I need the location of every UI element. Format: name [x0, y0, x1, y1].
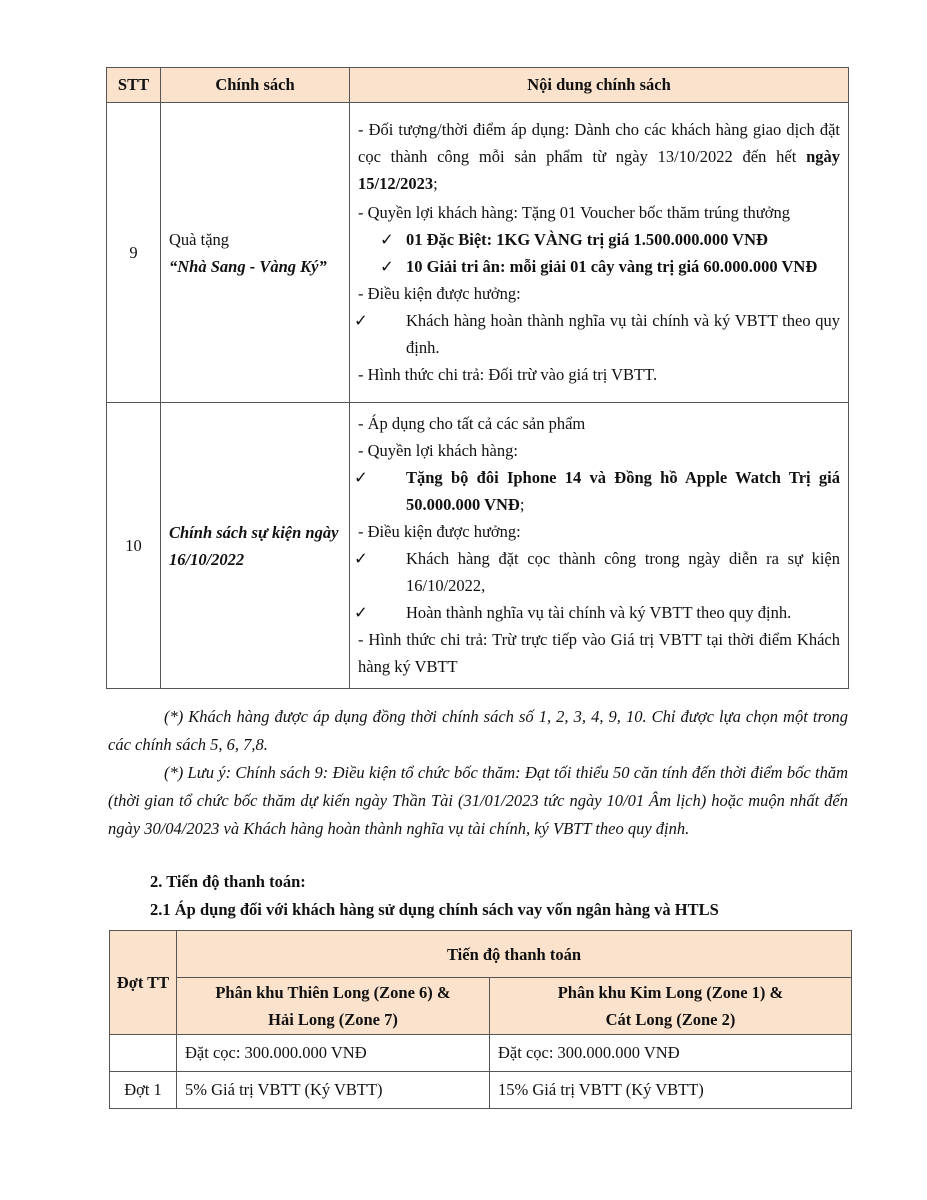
check-icon: ✓: [354, 311, 368, 330]
row10-check2: ✓ Khách hàng đặt cọc thành công trong ngày diễn ra sự kiện 16/10/2022,: [358, 545, 840, 599]
note-2: (*) Lưu ý: Chính sách 9: Điều kiện tổ chức bốc thăm: Đạt tối thiểu 50 căn tính đến thời điểm bốc thăm (thời gian tổ chức bốc thăm dự kiến ngày Thần Tài (31/01/2023 tức ngày 10/01 Âm lịch) hoặc muộn nhất đến ngày 30/04/2023 và Khách hàng hoàn thành nghĩa vụ tài chính, ký VBTT theo quy định.: [108, 763, 848, 838]
payment-header-row-2: [110, 978, 852, 1035]
row9-para4: - Hình thức chi trả: Đối trừ vào giá trị VBTT.: [358, 365, 658, 384]
policy-table: [106, 67, 849, 689]
policy-row-10: [107, 403, 849, 689]
row-zone-a: 5% Giá trị VBTT (Ký VBTT): [177, 1072, 490, 1109]
header-zone-b: Phân khu Kim Long (Zone 1) & Cát Long (Zone 2): [490, 978, 852, 1035]
payment-header-row-1: [110, 931, 852, 978]
header-progress: Tiến độ thanh toán: [177, 931, 852, 978]
row10-content: [350, 403, 849, 689]
payment-table: [109, 930, 852, 1109]
row9-name-line1: Quà tặng: [169, 229, 230, 249]
check-icon: ✓: [354, 603, 368, 622]
row9-name-line2: “Nhà Sang - Vàng Ký”: [169, 256, 327, 276]
table-row: [110, 1072, 852, 1109]
row10-para2: - Quyền lợi khách hàng:: [358, 441, 518, 460]
check-icon: ✓: [354, 549, 368, 568]
row9-check3: ✓ Khách hàng hoàn thành nghĩa vụ tài chính và ký VBTT theo quy định.: [358, 307, 840, 361]
row10-check3: ✓ Hoàn thành nghĩa vụ tài chính và ký VBTT theo quy định.: [358, 599, 840, 626]
row9-para2: - Quyền lợi khách hàng: Tặng 01 Voucher bốc thăm trúng thưởng: [358, 203, 790, 222]
header-content: Nội dung chính sách: [350, 68, 849, 103]
row9-content: [350, 103, 849, 403]
header-dot: Đợt TT: [110, 931, 177, 1035]
row-zone-b: Đặt cọc: 300.000.000 VNĐ: [490, 1035, 852, 1072]
row9-stt: 9: [107, 103, 161, 403]
row9-para1: - Đối tượng/thời điểm áp dụng: Dành cho các khách hàng giao dịch đặt cọc thành công mỗi sản phẩm từ ngày 13/10/2022 đến hết ngày 15/12/2023;: [358, 120, 840, 193]
notes: [108, 703, 848, 843]
row10-para4: - Hình thức chi trả: Trừ trực tiếp vào Giá trị VBTT tại thời điểm Khách hàng ký VBTT: [358, 630, 840, 676]
section-heading-payment: 2. Tiến độ thanh toán:: [150, 872, 306, 891]
subsection-heading-2-1: 2.1 Áp dụng đối với khách hàng sử dụng chính sách vay vốn ngân hàng và HTLS: [150, 900, 719, 919]
row-zone-a: Đặt cọc: 300.000.000 VNĐ: [177, 1035, 490, 1072]
row10-name: Chính sách sự kiện ngày 16/10/2022: [161, 403, 350, 689]
row9-para3: - Điều kiện được hưởng:: [358, 284, 521, 303]
policy-header-row: [107, 68, 849, 103]
row9-check1: ✓ 01 Đặc Biệt: 1KG VÀNG trị giá 1.500.000.000 VNĐ: [358, 226, 840, 253]
row-dot: [110, 1035, 177, 1072]
row9-name: [161, 103, 350, 403]
row10-para3: - Điều kiện được hưởng:: [358, 522, 521, 541]
row-zone-b: 15% Giá trị VBTT (Ký VBTT): [490, 1072, 852, 1109]
note-1: (*) Khách hàng được áp dụng đồng thời chính sách số 1, 2, 3, 4, 9, 10. Chỉ được lựa chọn một trong các chính sách 5, 6, 7,8.: [108, 707, 848, 754]
check-icon: ✓: [380, 257, 394, 276]
row10-stt: 10: [107, 403, 161, 689]
policy-row-9: [107, 103, 849, 403]
row10-check1: ✓ Tặng bộ đôi Iphone 14 và Đồng hồ Apple Watch Trị giá 50.000.000 VNĐ;: [358, 464, 840, 518]
check-icon: ✓: [354, 468, 368, 487]
row-dot: Đợt 1: [110, 1072, 177, 1109]
row9-check2: ✓ 10 Giải tri ân: mỗi giải 01 cây vàng trị giá 60.000.000 VNĐ: [358, 253, 840, 280]
check-icon: ✓: [380, 230, 394, 249]
table-row: [110, 1035, 852, 1072]
header-policy: Chính sách: [161, 68, 350, 103]
row10-para1: - Áp dụng cho tất cả các sản phẩm: [358, 414, 586, 433]
header-zone-a: Phân khu Thiên Long (Zone 6) & Hải Long (Zone 7): [177, 978, 490, 1035]
header-stt: STT: [107, 68, 161, 103]
